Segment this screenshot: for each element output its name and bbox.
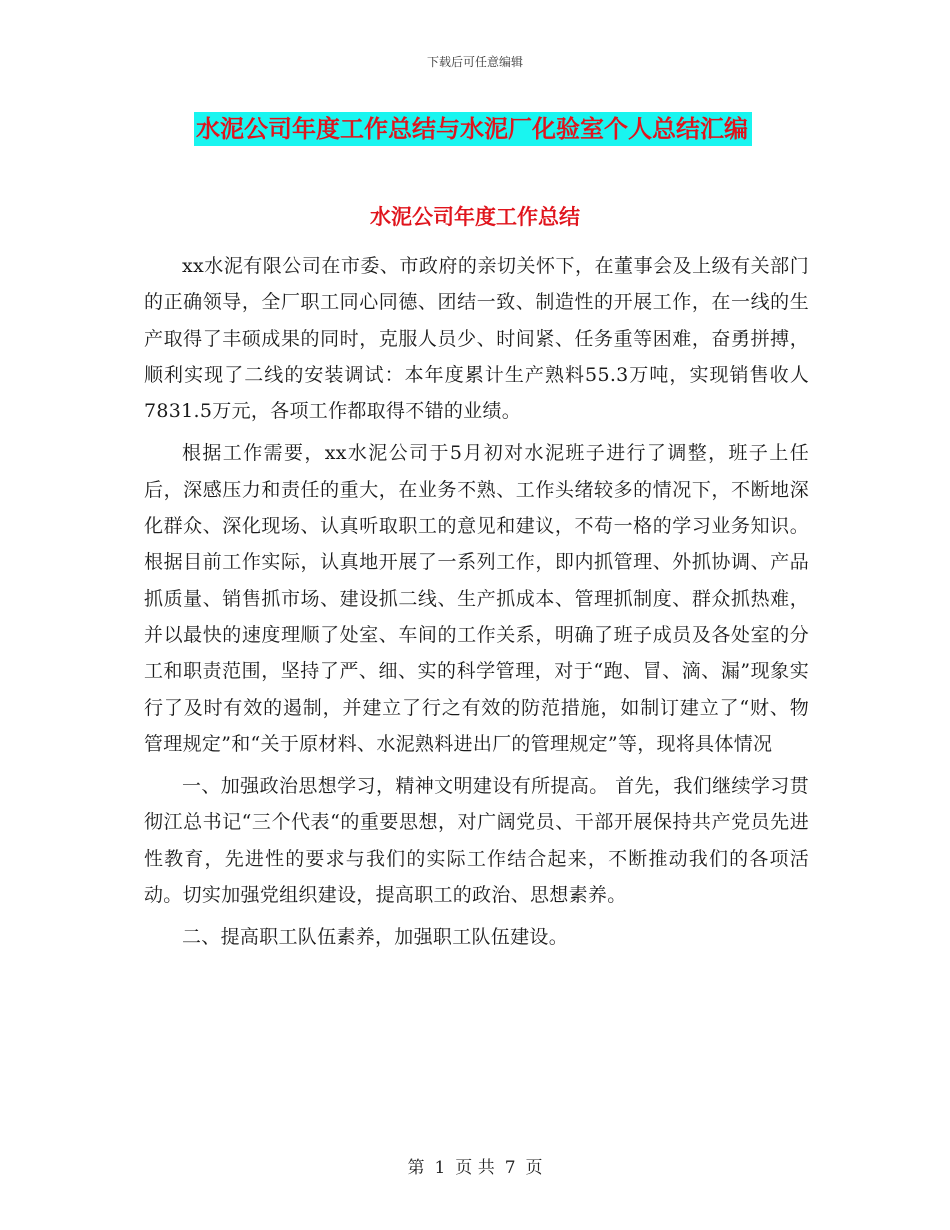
paragraph-1: xx水泥有限公司在市委、市政府的亲切关怀下，在董事会及上级有关部门的正确领导，全厂职工同心同德、团结一致、制造性的开展工作，在一线的生产取得了丰硕成果的同时，克服人员少、时间紧、任务重等困难，奋勇拼搏，顺利实现了二线的安装调试：本年度累计生产熟料55.3万吨，实现销售收人7831.5万元，各项工作都取得不错的业绩。 <box>144 255 809 423</box>
document-body <box>144 248 809 962</box>
paragraph-2: 根据工作需要，xx水泥公司于5月初对水泥班子进行了调整，班子上任后，深感压力和责任的重大，在业务不熟、工作头绪较多的情况下，不断地深化群众、深化现场、认真听取职工的意见和建议，不苟一格的学习业务知识。根据目前工作实际，认真地开展了一系列工作，即内抓管理、外抓协调、产品抓质量、销售抓市场、建设抓二线、生产抓成本、管理抓制度、群众抓热难，并以最快的速度理顺了处室、车间的工作关系，明确了班子成员及各处室的分工和职责范围，坚持了严、细、实的科学管理，对于“跑、冒、滴、漏”现象实行了及时有效的遏制，并建立了行之有效的防范措施，如制订建立了“财、物管理规定”和“关于原材料、水泥熟料进出厂的管理规定”等，现将具体情况 <box>144 442 809 755</box>
page-mid: 页 共 <box>455 1158 495 1178</box>
header-note: 下载后可任意编辑 <box>426 55 523 69</box>
document-title-container <box>194 112 752 146</box>
paragraph-4: 二、提高职工队伍素养，加强职工队伍建设。 <box>182 926 569 949</box>
document-title: 水泥公司年度工作总结与水泥厂化验室个人总结汇编 <box>194 112 752 146</box>
page-suffix: 页 <box>525 1158 543 1178</box>
page-prefix: 第 <box>407 1158 425 1178</box>
page-footer <box>0 1153 950 1178</box>
section-title: 水泥公司年度工作总结 <box>370 205 580 229</box>
total-pages-number: 7 <box>504 1158 516 1178</box>
paragraph-3: 一、加强政治思想学习，精神文明建设有所提高。 首先，我们继续学习贯彻江总书记“三个代表“的重要思想，对广阔党员、干部开展保持共产党员先进性教育，先进性的要求与我们的实际工作结合起来，不断推动我们的各项活动。切实加强党组织建设，提高职工的政治、思想素养。 <box>144 775 809 907</box>
current-page-number: 1 <box>434 1158 446 1178</box>
